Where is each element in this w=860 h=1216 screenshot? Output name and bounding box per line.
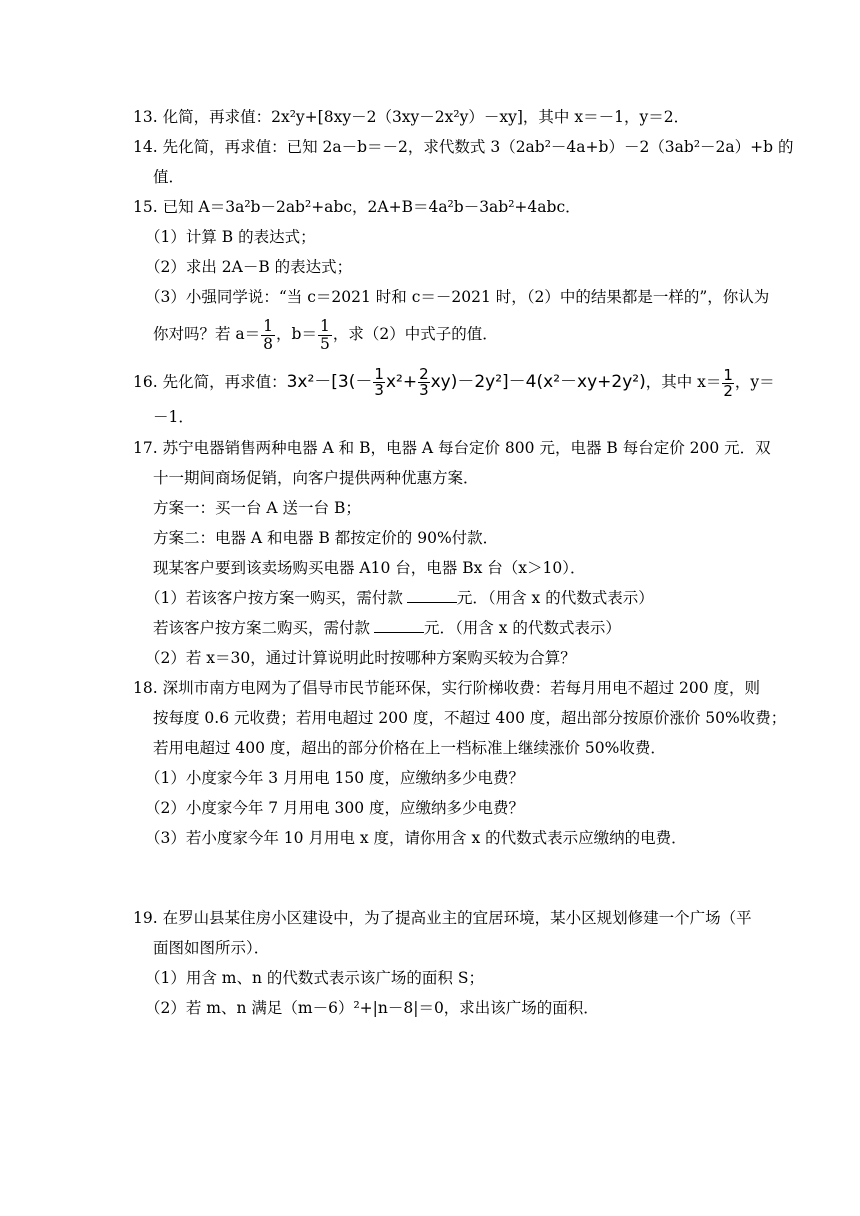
fraction-numerator: 1 [723, 365, 733, 384]
question-16 [133, 362, 775, 402]
question-stem: 已知 A＝3a²b－2ab²+abc，2A+B＝4a²b－3ab²+4abc． [162, 198, 581, 216]
question-18-part-2 [145, 798, 524, 818]
question-17-plan-2 [153, 528, 498, 548]
part-text: （2）求出 2A－B 的表达式； [145, 258, 353, 276]
part-text: 元．（用含 x 的代数式表示） [424, 619, 621, 637]
question-text: 方案一：买一台 A 送一台 B； [153, 499, 361, 517]
question-text: 先化简，再求值： [162, 373, 287, 391]
question-17-part-1 [145, 588, 654, 608]
question-text: 深圳市南方电网为了倡导市民节能环保，实行阶梯收费：若每月用电不超过 200 度，则 [162, 679, 761, 697]
fraction-a [261, 318, 275, 353]
part-text: （2）若 m、n 满足（m－6）²+|n－8|＝0，求出该广场的面积． [145, 999, 599, 1017]
part-text: 元．（用含 x 的代数式表示） [456, 589, 654, 607]
part-text: 你对吗？若 a＝ [153, 325, 261, 343]
question-text: 方案二：电器 A 和电器 B 都按定价的 90%付款． [153, 529, 499, 547]
question-17-line-5 [153, 558, 585, 578]
part-text: ，求（2）中式子的值． [332, 325, 498, 343]
question-text: ，其中 x＝ [645, 373, 722, 391]
question-number: 18. [133, 679, 158, 697]
question-text: 先化简，再求值：已知 2a－b＝－2，求代数式 3（2ab²－4a+b）－2（3ab²－2a）+b 的 [162, 138, 794, 156]
part-text: （2）若 x＝30，通过计算说明此时按哪种方案购买较为合算？ [145, 649, 576, 667]
question-number: 15. [133, 198, 158, 216]
part-text: （3）小强同学说：“当 c＝2021 时和 c＝－2021 时，（2）中的结果都是一样的”，你认为 [145, 288, 770, 306]
question-18 [133, 678, 760, 698]
part-text: （2）小度家今年 7 月用电 300 度，应缴纳多少电费？ [145, 799, 525, 817]
fraction-denominator: 8 [263, 334, 274, 353]
question-17-plan-1 [153, 498, 361, 518]
fraction-denominator: 2 [723, 381, 733, 400]
fraction-denominator: 3 [374, 380, 384, 399]
part-text: （1）若该客户按方案一购买，需付款 [145, 589, 403, 607]
question-19-line-2 [153, 938, 269, 958]
question-18-part-1 [145, 768, 524, 788]
question-text: 现某客户要到该卖场购买电器 A10 台，电器 Bx 台（x＞10）． [153, 559, 586, 577]
question-17-part-2 [145, 648, 576, 668]
question-text: ，其中 [522, 108, 575, 126]
expr-part: x²+ [385, 372, 418, 392]
fraction-denominator: 5 [319, 334, 330, 353]
question-15-part-2 [145, 257, 352, 277]
question-17 [133, 438, 771, 458]
math-expression-image [286, 364, 646, 399]
question-text: 面图如图所示）． [153, 939, 270, 957]
question-text: 十一期间商场促销，向客户提供两种优惠方案． [153, 469, 479, 487]
question-17-line-2 [153, 468, 479, 488]
question-text: 苏宁电器销售两种电器 A 和 B，电器 A 每台定价 800 元，电器 B 每台定价 200 元．双 [162, 439, 771, 457]
answer-blank[interactable] [374, 618, 424, 633]
expr-part: xy)－2y²]－4(x²－xy+2y²) [430, 372, 646, 392]
fraction-one-half [722, 365, 734, 400]
question-14 [133, 137, 794, 157]
question-text: ，y＝ [734, 373, 775, 391]
question-text: 值． [153, 168, 185, 186]
fraction-numerator: 1 [319, 316, 330, 335]
question-16-continued [153, 407, 194, 427]
question-19 [133, 908, 752, 928]
fraction-numerator: 2 [419, 364, 429, 383]
question-number: 19. [133, 909, 158, 927]
question-18-line-3 [153, 738, 666, 758]
condition: x＝－1，y＝2． [574, 108, 690, 126]
question-15 [133, 197, 581, 217]
question-19-part-2 [145, 998, 599, 1018]
fraction-one-third [373, 364, 385, 399]
question-14-continued [153, 167, 184, 187]
question-text: 按每度 0.6 元收费；若用电超过 200 度，不超过 400 度，超出部分按原价涨价 50%收费； [153, 709, 787, 727]
question-text: 在罗山县某住房小区建设中，为了提高业主的宜居环境，某小区规划修建一个广场（平 [162, 909, 752, 927]
question-17-part-1-b [153, 618, 621, 638]
question-19-part-1 [145, 968, 484, 988]
question-15-part-3 [145, 287, 769, 307]
expr-part: 3x²－[3(－ [286, 372, 373, 392]
fraction-two-thirds [418, 364, 430, 399]
question-18-line-2 [153, 708, 786, 728]
part-text: （1）小度家今年 3 月用电 150 度，应缴纳多少电费？ [145, 769, 525, 787]
question-15-part-1 [145, 227, 316, 247]
part-text: ，b＝ [276, 325, 317, 343]
question-number: 16. [133, 373, 158, 391]
fraction-numerator: 1 [374, 364, 384, 383]
part-text: （3）若小度家今年 10 月用电 x 度，请你用含 x 的代数式表示应缴纳的电费． [145, 829, 687, 847]
question-number: 14. [133, 138, 158, 156]
fraction-numerator: 1 [263, 316, 274, 335]
fraction-b [318, 318, 332, 353]
fraction-denominator: 3 [419, 380, 429, 399]
answer-blank[interactable] [407, 588, 457, 603]
question-18-part-3 [145, 828, 687, 848]
math-expression: 2x²y+[8xy－2（3xy－2x²y）－xy] [271, 108, 523, 126]
question-15-part-3-continued [153, 314, 498, 354]
part-text: （1）用含 m、n 的代数式表示该广场的面积 S； [145, 969, 484, 987]
part-text: （1）计算 B 的表达式； [145, 228, 316, 246]
question-13 [133, 107, 689, 127]
question-number: 13. [133, 108, 158, 126]
question-text: 化简，再求值： [162, 108, 272, 126]
question-number: 17. [133, 439, 158, 457]
part-text: 若该客户按方案二购买，需付款 [153, 619, 371, 637]
question-text: 若用电超过 400 度，超出的部分价格在上一档标准上继续涨价 50%收费． [153, 739, 666, 757]
question-text: －1． [153, 408, 194, 426]
